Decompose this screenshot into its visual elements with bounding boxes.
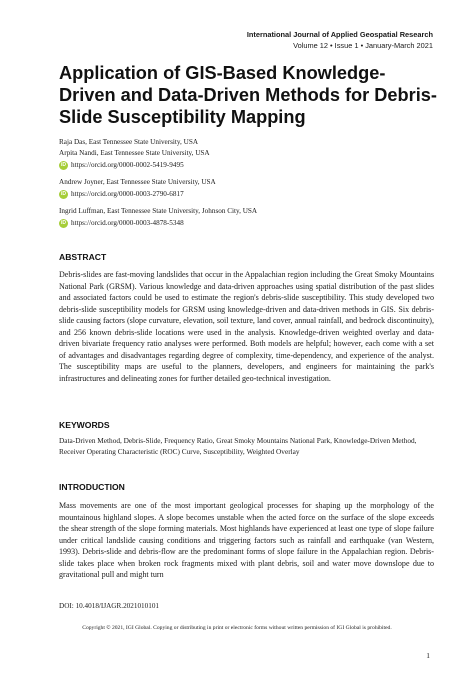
author-2: Arpita Nandi, East Tennessee State University, USA	[59, 149, 210, 157]
copyright-notice: Copyright © 2021, IGI Global. Copying or distributing in print or electronic forms without written permission of IGI Global is prohibited.	[82, 625, 392, 631]
author-3: Andrew Joyner, East Tennessee State University, USA	[59, 178, 216, 186]
keywords-text: Data-Driven Method, Debris-Slide, Frequency Ratio, Great Smoky Mountains National Park, Knowledge-Driven Method, Receiver Operating Characteristic (ROC) Curve, Susceptibility, Weighted Overlay	[59, 436, 417, 456]
abstract-text: Debris-slides are fast-moving landslides that occur in the Appalachian region including the Great Smoky Mountains National Park (GRSM). Various knowledge and data-driven approaches using spatial distribution of the past slides and associated factors could be used to estimate the region's debris-slide susceptibility. This study developed two debris-slide susceptibility models for GRSM using knowledge-driven and data-driven methods in GIS. Six debris-slide causing factors (slope curvature, elevation, soil texture, land cover, annual rainfall, and bedrock discontinuity), and 256 known debris-slide locations were used in the analysis. Knowledge-driven weighted overlay and data-driven bivariate frequency ratio analyses were performed. Both models are helpful; however, each come with a set of advantages and disadvantages regarding degree of complexity, time-dependency, and experience of the analyst. The susceptibility maps are useful to the planners, developers, and engineers for maintaining the park's infrastructures and delineating zones for further detailed geo-technical investigation.	[59, 270, 434, 383]
orcid-icon: iD	[61, 191, 66, 197]
orcid-link[interactable]: https://orcid.org/0000-0003-2790-6817	[71, 190, 184, 198]
journal-name: International Journal of Applied Geospatial Research	[246, 30, 433, 39]
author-list	[59, 137, 439, 235]
author-4: Ingrid Luffman, East Tennessee State University, Johnson City, USA	[59, 207, 258, 215]
author-1: Raja Das, East Tennessee State University, USA	[59, 138, 199, 146]
journal-volume: Volume 12 • Issue 1 • January-March 2021	[293, 41, 433, 50]
orcid-link[interactable]: https://orcid.org/0000-0003-4878-5348	[71, 219, 184, 227]
orcid-icon: iD	[61, 220, 66, 226]
doi: DOI: 10.4018/IJAGR.2021010101	[59, 602, 160, 610]
author-3-orcid	[59, 188, 439, 200]
page-number: 1	[426, 651, 430, 660]
introduction-heading: INTRODUCTION	[59, 482, 125, 492]
author-2-orcid	[59, 159, 439, 171]
orcid-icon: iD	[61, 162, 66, 168]
paper-title: Application of GIS-Based Knowledge-Driven and Data-Driven Methods for Debris-Slide Susceptibility Mapping	[59, 63, 437, 127]
journal-header	[247, 29, 433, 51]
introduction-text: Mass movements are one of the most important geological processes for shaping up the morphology of the mountainous highland slopes. A slope becomes unstable when the acted force on the surface of the slope exceeds the shear strength of the slope forming materials. Most highlands have experienced at least one type of slope failure under critical landslide causing conditions and triggering factors such as rainfall and earthquake (van Western, 1993). Debris-slide and debris-flow are the predominant forms of slope failure in the Appalachian region. Debris-slide takes place when broken rock fragments mixed with plant debris, soil and water move downslope due to gravitational pull and might turn	[59, 501, 434, 580]
author-4-orcid	[59, 217, 439, 229]
orcid-link[interactable]: https://orcid.org/0000-0002-5419-9495	[71, 161, 184, 169]
abstract-heading: ABSTRACT	[59, 252, 107, 262]
keywords-heading: KEYWORDS	[59, 420, 110, 430]
